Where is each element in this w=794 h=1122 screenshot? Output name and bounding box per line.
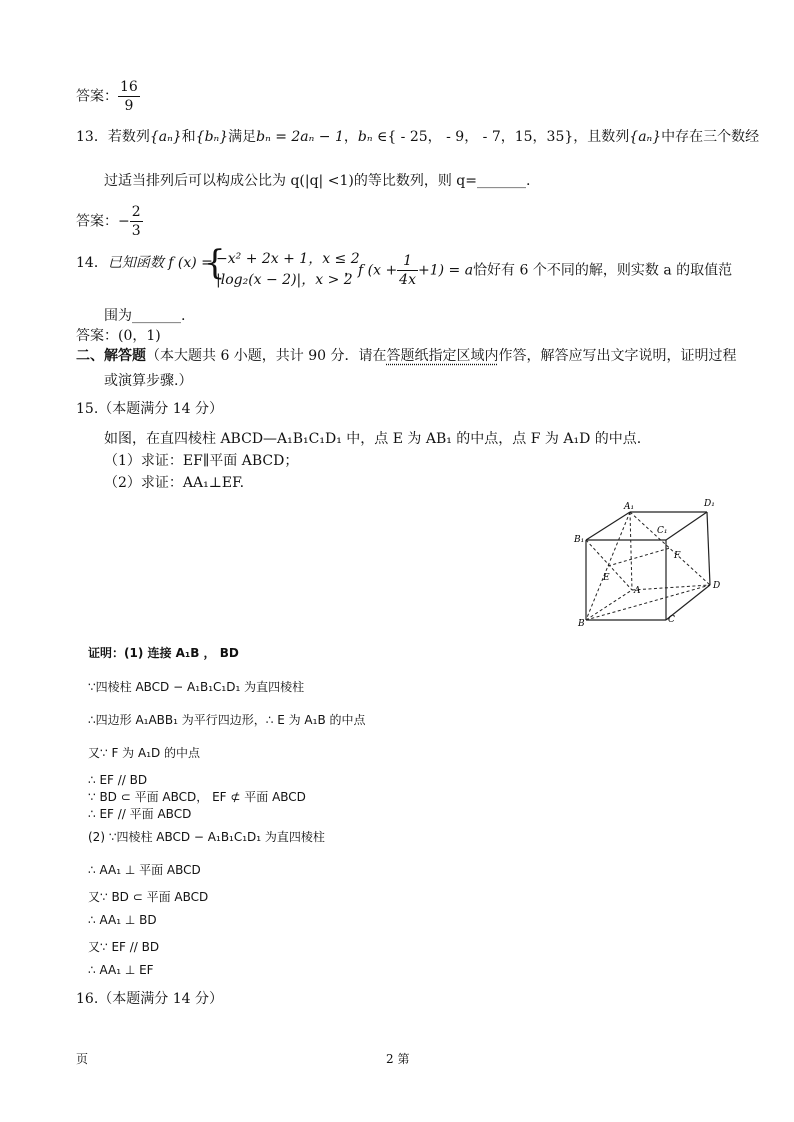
answer-label: 答案： [76,88,118,105]
piecewise-brace: { [204,243,226,283]
label-D: D [713,581,721,591]
value-set: { - 25， - 9， - 7，15，35} [387,129,574,145]
proof-line-13: ∴ AA₁ ⊥ EF [88,963,154,977]
proof-line-3: ∴四边形 A₁ABB₁ 为平行四边形，∴ E 为 A₁B 的中点 [88,713,366,727]
piecewise-case-1: −x² + 2x + 1，x ≤ 2 [216,251,360,267]
section-heading-line1 [76,347,737,365]
fraction-denominator: 9 [124,98,134,114]
footer-page-number: 2 第 [386,1052,410,1066]
relation: bₙ = 2aₙ − 1 [256,129,344,145]
answer-fraction [118,78,140,115]
label-E: E [603,573,610,583]
section-text: （本大题共 6 小题，共计 90 分．请在 [146,348,387,364]
label-A: A [634,586,641,596]
label-B: B [578,619,585,629]
label-F: F [674,551,681,561]
proof-line-1: 证明：(1) 连接 A₁B ， BD [88,646,239,660]
q13-text: 若数列 [107,129,150,145]
q16-header: 16.（本题满分 14 分） [76,991,223,1007]
proof-line-8: (2) ∵四棱柱 ABCD − A₁B₁C₁D₁ 为直四棱柱 [88,830,325,844]
label-D1: D₁ [704,499,715,509]
fraction-numerator: 16 [120,79,138,95]
q14-text: ， [344,262,358,279]
equation-pre: f (x + [358,262,398,279]
q15-part1: （1）求证：EF∥平面 ABCD； [104,453,299,469]
fraction-numerator: 2 [131,204,141,220]
q14-text: 恰好有 6 个不同的解，则实数 a 的取值范 [473,262,733,279]
proof-line-10: 又∵ BD ⊂ 平面 ABCD [88,890,209,904]
q12-answer [76,78,140,115]
q13-text: 和 [181,129,196,145]
proof-line-11: ∴ AA₁ ⊥ BD [88,913,157,927]
section-title: 二、解答题 [76,348,146,364]
proof-line-9: ∴ AA₁ ⊥ 平面 ABCD [88,863,201,877]
q13-text: 中存在三个数经 [661,129,760,145]
sequence-a: {aₙ} [629,129,662,145]
proof-line-4: 又∵ F 为 A₁D 的中点 [88,746,201,760]
q15-stem: 如图，在直四棱柱 ABCD—A₁B₁C₁D₁ 中，点 E 为 AB₁ 的中点，点 F 为 A₁D 的中点. [104,431,642,447]
q13-answer [76,203,143,240]
sequence-b: {bₙ} [195,129,229,145]
question-number: 13． [76,129,108,145]
emphasis-text: 答题纸指定区域内 [386,348,499,364]
section-heading-line2: 或演算步骤.） [104,373,193,389]
q14-line2: 围为_______. [104,308,186,324]
label-C: C [668,615,675,625]
answer-fraction [130,203,143,240]
footer-left: 页 [76,1052,89,1066]
prism-figure [570,490,730,630]
proof-line-7: ∴ EF // 平面 ABCD [88,807,192,821]
q14-line1 [76,254,213,272]
q15-header: 15.（本题满分 14 分） [76,401,223,417]
label-B1: B₁ [574,535,585,545]
q13-text: 满足 [228,129,257,145]
sequence-a: {aₙ} [149,129,182,145]
q14-answer: 答案：(0，1) [76,328,161,344]
proof-line-5: ∴ EF // BD [88,773,148,787]
q13-line1 [76,128,759,146]
q13-line2: 过适当排列后可以构成公比为 q(|q| <1)的等比数列，则 q=_______. [104,173,531,189]
function-def: 已知函数 f (x) = [107,255,213,271]
answer-label: 答案： [76,213,118,230]
fraction-denominator: 3 [131,223,141,239]
equation-fraction [397,252,418,289]
proof-line-6: ∵ BD ⊂ 平面 ABCD， EF ⊄ 平面 ABCD [88,790,306,804]
q14-line1-rest [344,252,732,289]
fraction-numerator: 1 [397,252,418,271]
fraction-denominator: 4x [399,272,416,288]
section-text: 作答，解答应写出文字说明，证明过程 [498,348,737,364]
question-number: 14． [76,255,108,271]
answer-sign: − [118,213,130,230]
piecewise-case-2: |log₂(x − 2)|，x > 2 [216,272,353,288]
label-A1: A₁ [624,502,635,512]
q13-text: ，且数列 [573,129,630,145]
equation-post: +1) = a [417,262,474,279]
q15-part2: （2）求证：AA₁⊥EF. [104,475,245,491]
label-C1: C₁ [657,526,668,536]
proof-line-12: 又∵ EF // BD [88,940,160,954]
membership: bₙ ∈ [357,129,388,145]
q13-text: ， [343,129,358,145]
proof-line-2: ∵四棱柱 ABCD − A₁B₁C₁D₁ 为直四棱柱 [88,680,305,694]
